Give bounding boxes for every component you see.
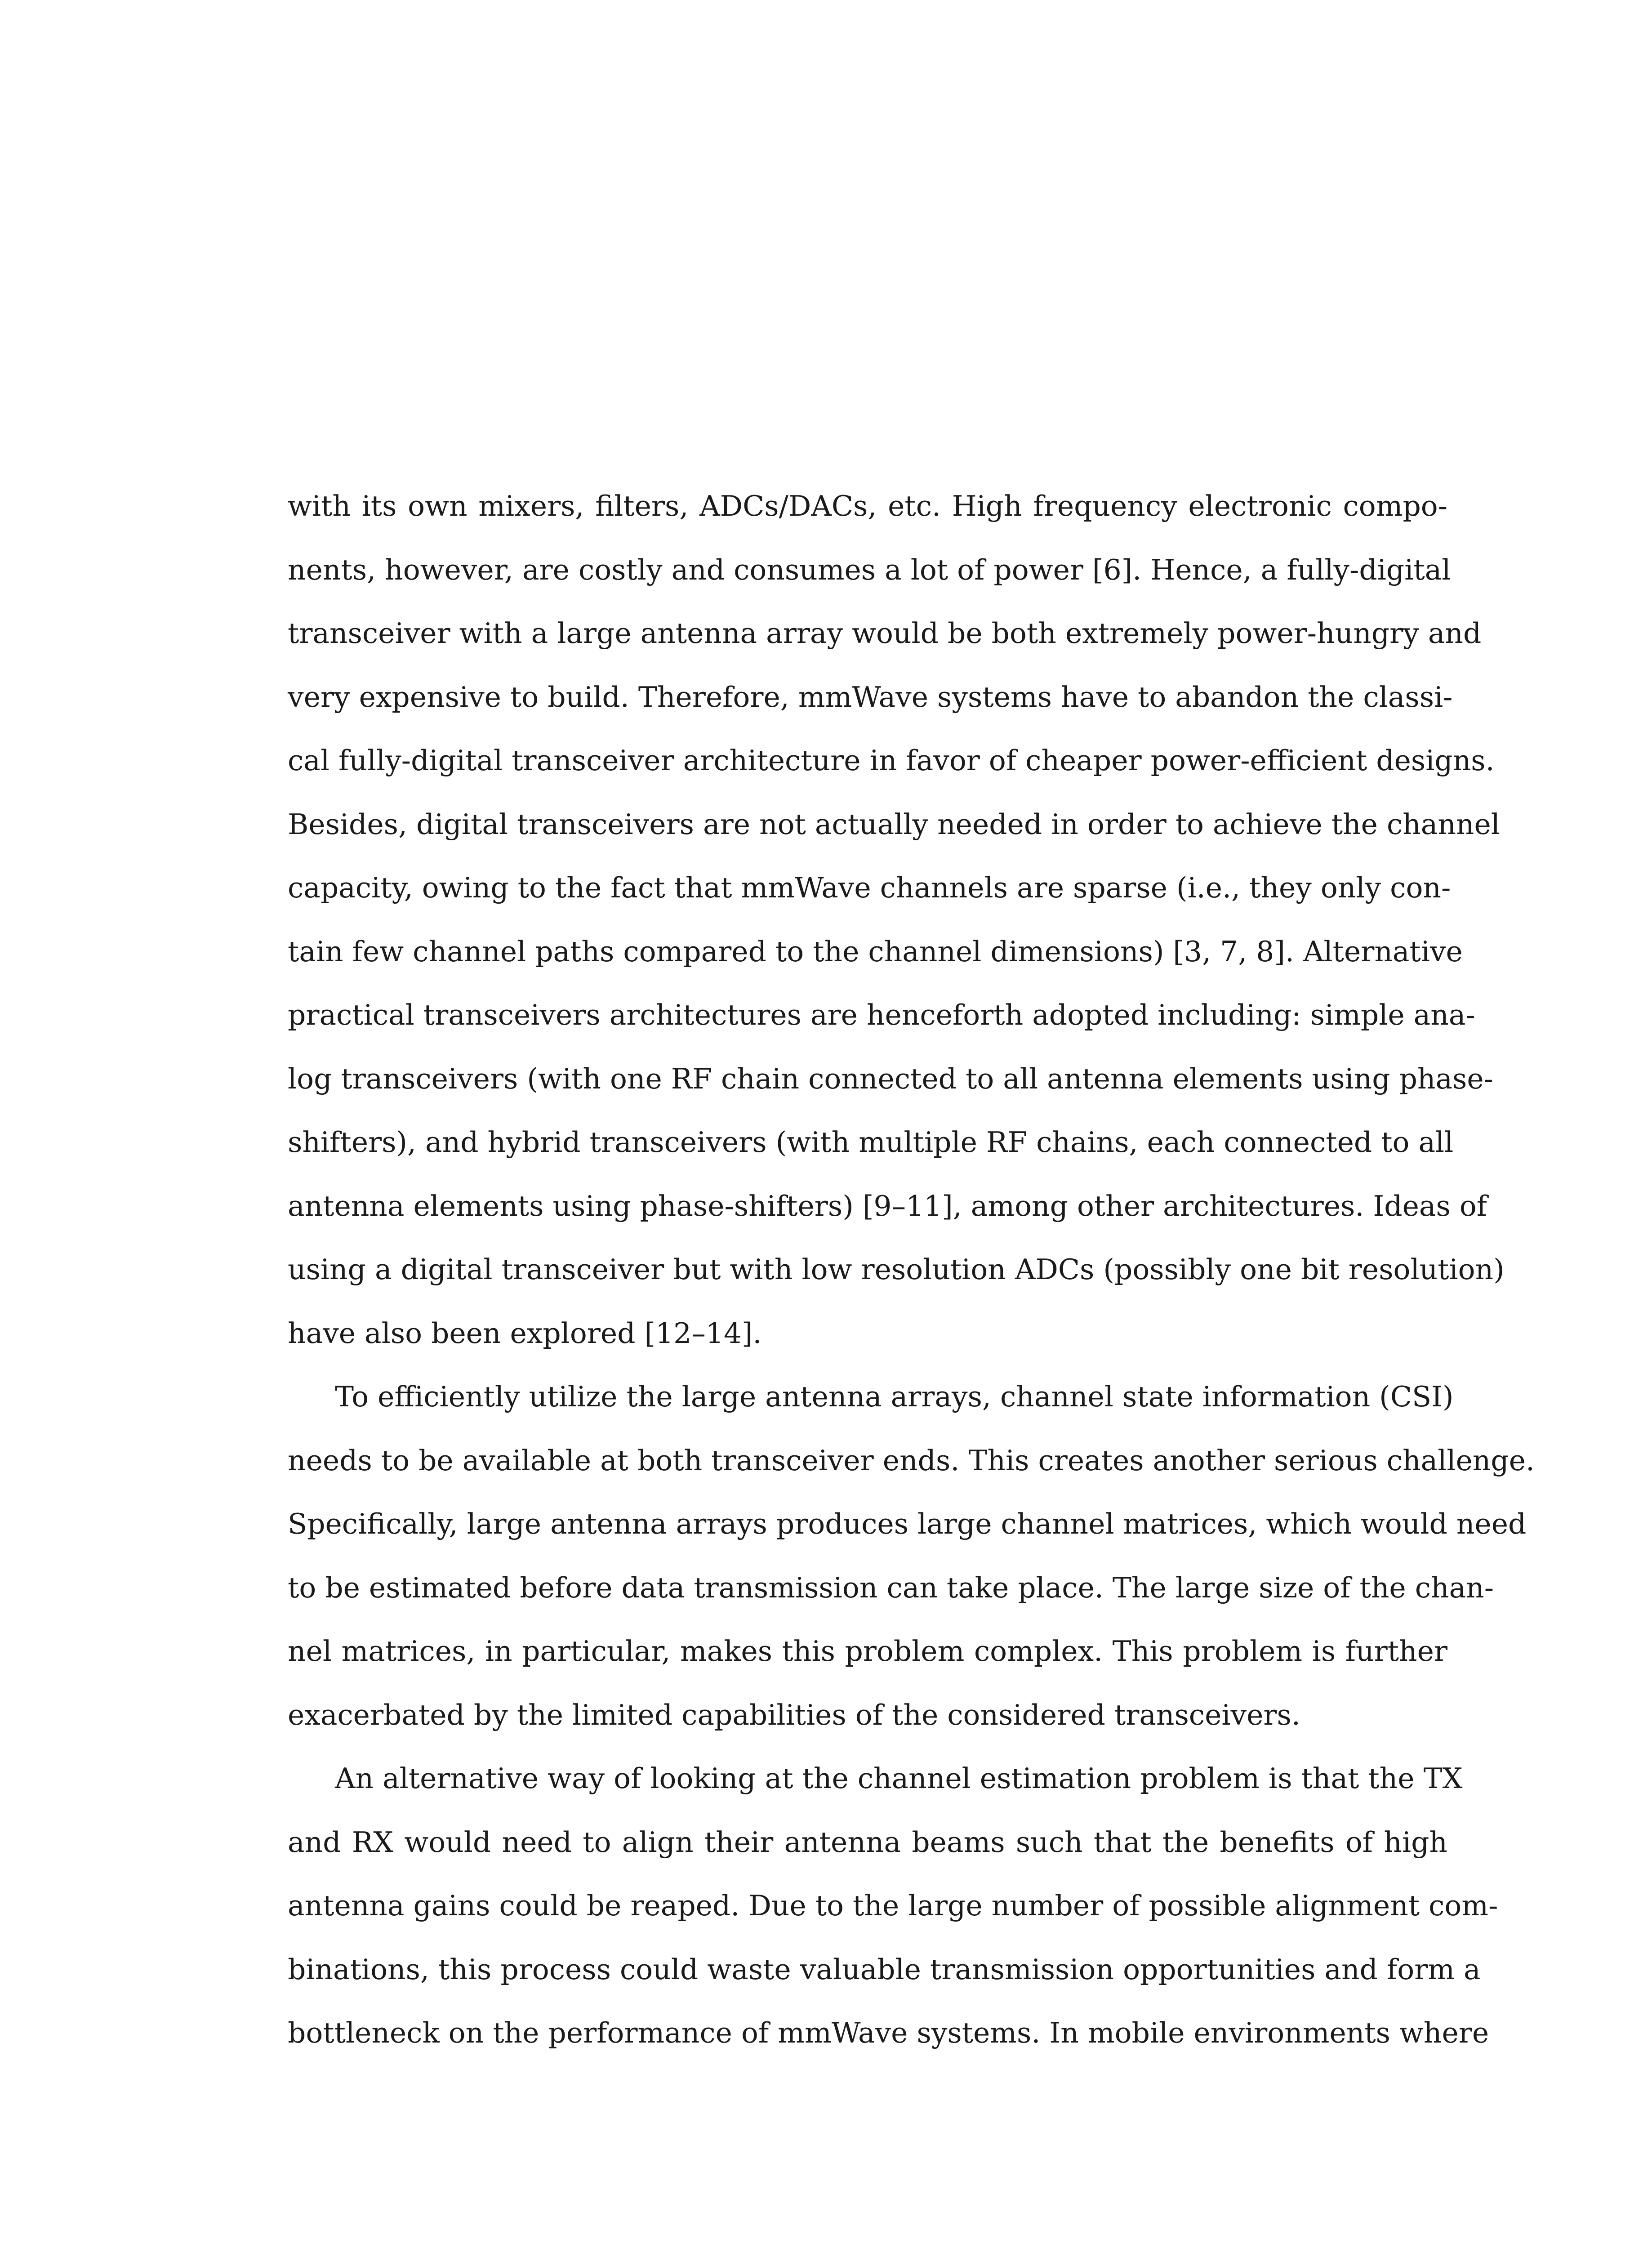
- text-line: antenna elements using phase-shifters) [9–11], among other architectures. Ideas of: [288, 1189, 1487, 1222]
- text-line: with its own mixers, filters, ADCs/DACs, etc. High frequency electronic compo-: [288, 490, 1447, 522]
- text-line: shifters), and hybrid transceivers (with multiple RF chains, each connected to all: [288, 1126, 1454, 1159]
- text-line: Specifically, large antenna arrays produces large channel matrices, which would need: [288, 1508, 1527, 1540]
- text-line: have also been explored [12–14].: [288, 1316, 762, 1350]
- body-text: [288, 474, 1535, 2065]
- text-line: log transceivers (with one RF chain connected to all antenna elements using phase-: [288, 1062, 1493, 1095]
- text-line: bottleneck on the performance of mmWave systems. In mobile environments where: [288, 2016, 1489, 2049]
- text-line: and RX would need to align their antenna beams such that the benefits of high: [288, 1825, 1447, 1859]
- text-line: binations, this process could waste valuable transmission opportunities and form a: [288, 1953, 1481, 1986]
- text-line: cal fully-digital transceiver architecture in favor of cheaper power-efficient designs.: [288, 744, 1495, 777]
- text-line: tain few channel paths compared to the channel dimensions) [3, 7, 8]. Alternative: [288, 935, 1463, 968]
- text-line: To efficiently utilize the large antenna arrays, channel state information (CSI): [335, 1380, 1454, 1413]
- text-line: nel matrices, in particular, makes this problem complex. This problem is further: [288, 1635, 1447, 1668]
- text-line: very expensive to build. Therefore, mmWave systems have to abandon the classi-: [288, 680, 1453, 714]
- text-line: using a digital transceiver but with low resolution ADCs (possibly one bit resolution): [288, 1253, 1505, 1286]
- text-line: capacity, owing to the fact that mmWave channels are sparse (i.e., they only con-: [288, 871, 1451, 904]
- text-line: exacerbated by the limited capabilities of the considered transceivers.: [288, 1698, 1300, 1731]
- text-line: antenna gains could be reaped. Due to the large number of possible alignment com-: [288, 1889, 1498, 1922]
- text-line: transceiver with a large antenna array would be both extremely power-hungry and: [288, 617, 1482, 650]
- text-line: needs to be available at both transceiver ends. This creates another serious challenge.: [288, 1444, 1535, 1477]
- paragraph: [288, 474, 1505, 1365]
- text-line: to be estimated before data transmission can take place. The large size of the chan-: [288, 1571, 1494, 1604]
- text-line: Besides, digital transceivers are not actually needed in order to achieve the channel: [288, 807, 1500, 841]
- paragraph: [288, 1365, 1535, 1747]
- text-line: An alternative way of looking at the channel estimation problem is that the TX: [335, 1762, 1463, 1795]
- text-line: nents, however, are costly and consumes a lot of power [6]. Hence, a fully-digital: [288, 553, 1451, 586]
- text-line: practical transceivers architectures are henceforth adopted including: simple ana-: [288, 999, 1475, 1031]
- paragraph: [288, 1747, 1498, 2065]
